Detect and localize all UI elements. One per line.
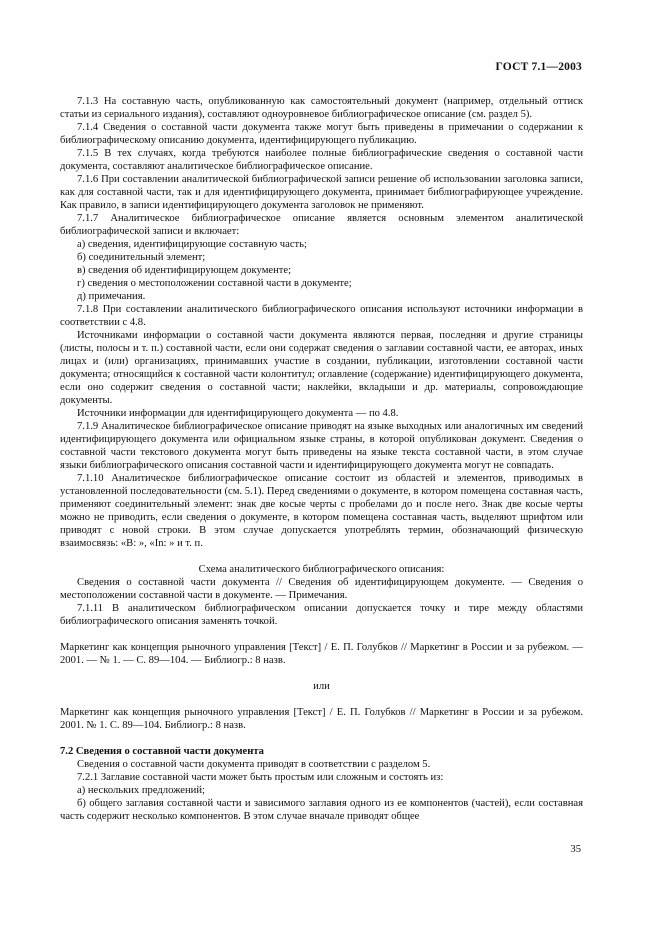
paragraph: 7.1.11 В аналитическом библиографическом описании допускается точку и тире между областями библиографического описания заменять точкой. (60, 603, 583, 627)
paragraph: или (313, 681, 330, 692)
list-item: д) примечания. (77, 291, 146, 302)
list-item: г) сведения о местоположении составной части в документе; (77, 278, 352, 289)
spacer (60, 732, 583, 745)
paragraph: б) общего заглавия составной части и зависимого заглавия одного из ее компонентов (частей), если составная часть содержит несколько компонентов. В этом случае вначале приводят общее (60, 798, 583, 822)
page-body (60, 95, 583, 823)
section-heading: 7.2 Сведения о составной части документа (60, 746, 264, 757)
example-record: Маркетинг как концепция рыночного управления [Текст] / Е. П. Голубков // Маркетинг в России и за рубежом. — 2001. — № 1. — С. 89—104. — Библиогр.: 8 назв. (60, 642, 583, 666)
spacer (60, 550, 583, 563)
paragraph: Сведения о составной части документа // Сведения об идентифицирующем документе. — Сведения о местоположении составной части в документе. — Примечания. (60, 577, 583, 601)
paragraph: 7.1.8 При составлении аналитического библиографического описания используют источники информации в соответствии с 4.8. (60, 304, 583, 328)
paragraph: Источники информации для идентифицирующего документа — по 4.8. (77, 408, 399, 419)
list-item: а) нескольких предложений; (77, 785, 205, 796)
spacer (60, 667, 583, 680)
list-item: б) соединительный элемент; (77, 252, 206, 263)
paragraph: Схема аналитического библиографического описания: (198, 564, 445, 575)
list-item: в) сведения об идентифицирующем документе; (77, 265, 292, 276)
paragraph: Сведения о составной части документа приводят в соответствии с разделом 5. (77, 759, 431, 770)
paragraph: 7.1.9 Аналитическое библиографическое описание приводят на языке выходных или аналогичных им сведений идентифицирующего документа или официальном языке страны, в которой опубликован документ. Сведения о составной части текстового документа могут быть приведены на языке текста составной части, в этом случае языки библиографического описания составной части и идентифицирующего документа могут не совпадать. (60, 421, 583, 471)
page-number: 35 (570, 844, 581, 855)
paragraph: 7.1.10 Аналитическое библиографическое описание состоит из областей и элементов, приводимых в установленной последовательности (см. 5.1). Перед сведениями о документе, в котором помещена составная часть, применяют соединительный элемент: знак две косые черты с пробелами до и после него. Знак две косые черты можно не приводить, если сведения о документе, в котором помещена составная часть, выделяют шрифтом или приводят с новой строки. В этом случае допускается употреблять термин, обозначающий физическую взаимосвязь: «В: », «In: » и т. п. (60, 473, 583, 549)
list-item: а) сведения, идентифицирующие составную часть; (77, 239, 307, 250)
paragraph: Источниками информации о составной части документа являются первая, последняя и другие страницы (листы, полосы и т. п.) составной части, если они содержат сведения о заглавии составной части, ее авторах, иных лицах и (или) организациях, принимавших участие в создании, публикации, изготовлении составной части документа; относящийся к составной части колонтитул; оглавление (содержание) идентифицирующего документа, если оно содержит сведения о составной части; наклейки, вкладыши и др. материалы, сопровождающие документы. (60, 330, 583, 406)
paragraph: 7.2.1 Заглавие составной части может быть простым или сложным и состоять из: (77, 772, 444, 783)
paragraph: 7.1.4 Сведения о составной части документа также могут быть приведены в примечании о содержании к библиографическому описанию документа, идентифицирующего публикацию. (60, 122, 583, 146)
paragraph: 7.1.6 При составлении аналитической библиографической записи решение об использовании заголовка записи, как для составной части, так и для идентифицирующего документа, принимает библиографирующее учреждение. Как правило, в записи идентифицирующего документа заголовок не применяют. (60, 174, 583, 211)
paragraph: 7.1.7 Аналитическое библиографическое описание является основным элементом аналитической библиографической записи и включает: (60, 213, 583, 237)
paragraph: 7.1.3 На составную часть, опубликованную как самостоятельный документ (например, отдельный оттиск статьи из сериального издания), составляют одноуровневое библиографическое описание (см. раздел 5). (60, 96, 583, 120)
page-header: ГОСТ 7.1—2003 (495, 61, 582, 73)
example-record: Маркетинг как концепция рыночного управления [Текст] / Е. П. Голубков // Маркетинг в России и за рубежом. 2001. № 1. С. 89—104. Библиогр.: 8 назв. (60, 707, 583, 731)
spacer (60, 628, 583, 641)
spacer (60, 693, 583, 706)
paragraph: 7.1.5 В тех случаях, когда требуются наиболее полные библиографические сведения о составной части документа, составляют аналитическое библиографическое описание. (60, 148, 583, 172)
